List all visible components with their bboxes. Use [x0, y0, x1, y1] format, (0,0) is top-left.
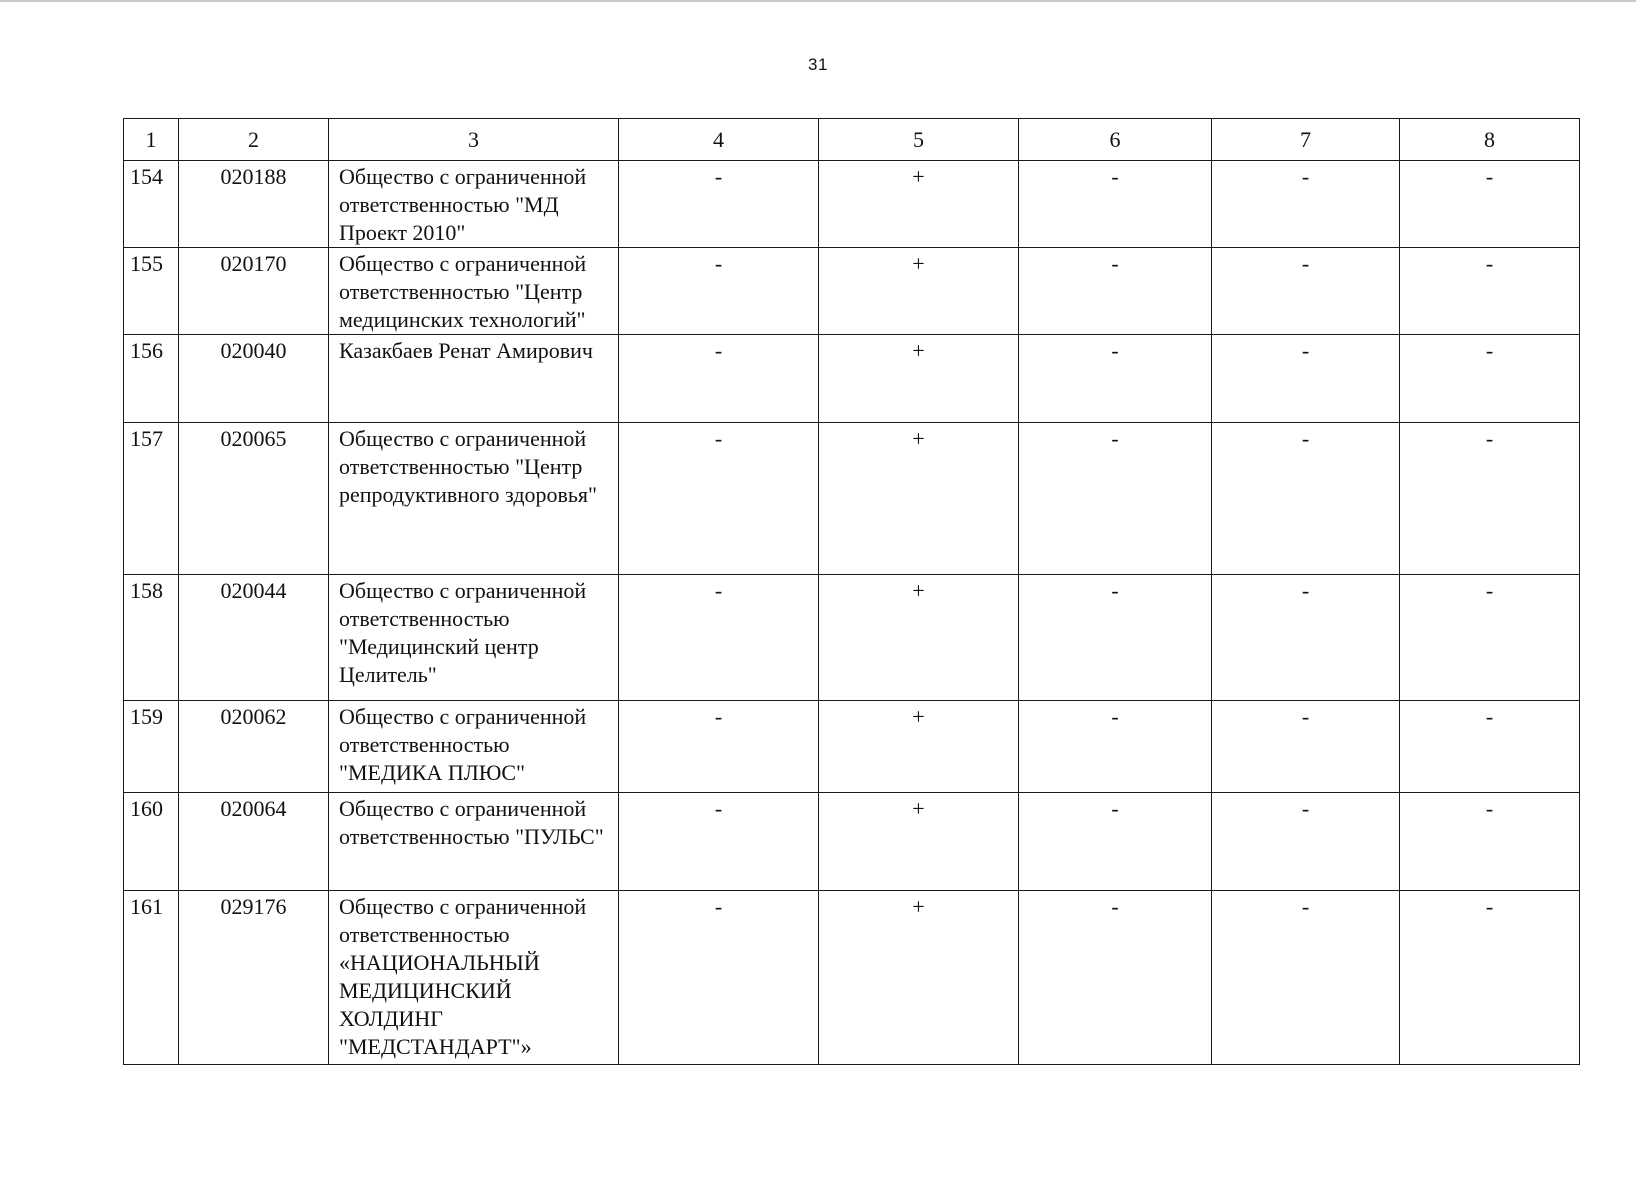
row-number: 155 — [124, 248, 179, 335]
row-number: 159 — [124, 701, 179, 793]
mark-col-5: + — [819, 793, 1019, 891]
column-header: 5 — [819, 119, 1019, 161]
mark-col-4: - — [619, 248, 819, 335]
registry-code: 029176 — [179, 891, 329, 1065]
organization-name: Общество с ограниченной ответственностью "ПУЛЬС" — [329, 793, 619, 891]
organization-name: Общество с ограниченной ответственностью "Центр медицинских технологий" — [329, 248, 619, 335]
mark-col-8: - — [1400, 335, 1580, 423]
table-row — [124, 161, 1580, 248]
registry-table — [123, 118, 1580, 1065]
table-row — [124, 423, 1580, 575]
mark-col-5: + — [819, 423, 1019, 575]
column-header: 2 — [179, 119, 329, 161]
table-row — [124, 335, 1580, 423]
registry-code: 020064 — [179, 793, 329, 891]
table-row — [124, 891, 1580, 1065]
mark-col-4: - — [619, 891, 819, 1065]
organization-name: Казакбаев Ренат Амирович — [329, 335, 619, 423]
mark-col-4: - — [619, 335, 819, 423]
mark-col-7: - — [1212, 575, 1400, 701]
registry-code: 020062 — [179, 701, 329, 793]
mark-col-8: - — [1400, 161, 1580, 248]
mark-col-5: + — [819, 701, 1019, 793]
organization-name: Общество с ограниченной ответственностью «НАЦИОНАЛЬНЫЙ МЕДИЦИНСКИЙ ХОЛДИНГ "МЕДСТАНДАРТ"» — [329, 891, 619, 1065]
column-header: 7 — [1212, 119, 1400, 161]
registry-code: 020044 — [179, 575, 329, 701]
mark-col-7: - — [1212, 335, 1400, 423]
mark-col-6: - — [1019, 575, 1212, 701]
mark-col-4: - — [619, 575, 819, 701]
row-number: 158 — [124, 575, 179, 701]
organization-name: Общество с ограниченной ответственностью "Центр репродуктивного здоровья" — [329, 423, 619, 575]
mark-col-6: - — [1019, 793, 1212, 891]
mark-col-5: + — [819, 891, 1019, 1065]
mark-col-8: - — [1400, 891, 1580, 1065]
organization-name: Общество с ограниченной ответственностью "МЕДИКА ПЛЮС" — [329, 701, 619, 793]
mark-col-6: - — [1019, 335, 1212, 423]
mark-col-4: - — [619, 701, 819, 793]
mark-col-7: - — [1212, 423, 1400, 575]
column-header: 1 — [124, 119, 179, 161]
registry-code: 020065 — [179, 423, 329, 575]
mark-col-6: - — [1019, 423, 1212, 575]
registry-code: 020188 — [179, 161, 329, 248]
registry-code: 020170 — [179, 248, 329, 335]
table-row — [124, 793, 1580, 891]
mark-col-7: - — [1212, 248, 1400, 335]
organization-name: Общество с ограниченной ответственностью "Медицинский центр Целитель" — [329, 575, 619, 701]
row-number: 156 — [124, 335, 179, 423]
header-row — [124, 119, 1580, 161]
mark-col-8: - — [1400, 423, 1580, 575]
mark-col-8: - — [1400, 575, 1580, 701]
page-number: 31 — [808, 55, 828, 74]
mark-col-6: - — [1019, 701, 1212, 793]
column-header: 6 — [1019, 119, 1212, 161]
mark-col-7: - — [1212, 161, 1400, 248]
row-number: 160 — [124, 793, 179, 891]
scan-edge-line — [0, 0, 1636, 2]
mark-col-7: - — [1212, 793, 1400, 891]
mark-col-7: - — [1212, 701, 1400, 793]
mark-col-8: - — [1400, 793, 1580, 891]
row-number: 154 — [124, 161, 179, 248]
column-header: 4 — [619, 119, 819, 161]
table-row — [124, 575, 1580, 701]
mark-col-5: + — [819, 248, 1019, 335]
mark-col-8: - — [1400, 701, 1580, 793]
mark-col-8: - — [1400, 248, 1580, 335]
row-number: 161 — [124, 891, 179, 1065]
organization-name: Общество с ограниченной ответственностью "МД Проект 2010" — [329, 161, 619, 248]
mark-col-6: - — [1019, 891, 1212, 1065]
row-number: 157 — [124, 423, 179, 575]
mark-col-6: - — [1019, 248, 1212, 335]
mark-col-4: - — [619, 793, 819, 891]
registry-code: 020040 — [179, 335, 329, 423]
mark-col-5: + — [819, 575, 1019, 701]
mark-col-4: - — [619, 423, 819, 575]
table-row — [124, 248, 1580, 335]
mark-col-5: + — [819, 161, 1019, 248]
mark-col-5: + — [819, 335, 1019, 423]
table-row — [124, 701, 1580, 793]
column-header: 8 — [1400, 119, 1580, 161]
mark-col-7: - — [1212, 891, 1400, 1065]
mark-col-4: - — [619, 161, 819, 248]
column-header: 3 — [329, 119, 619, 161]
mark-col-6: - — [1019, 161, 1212, 248]
